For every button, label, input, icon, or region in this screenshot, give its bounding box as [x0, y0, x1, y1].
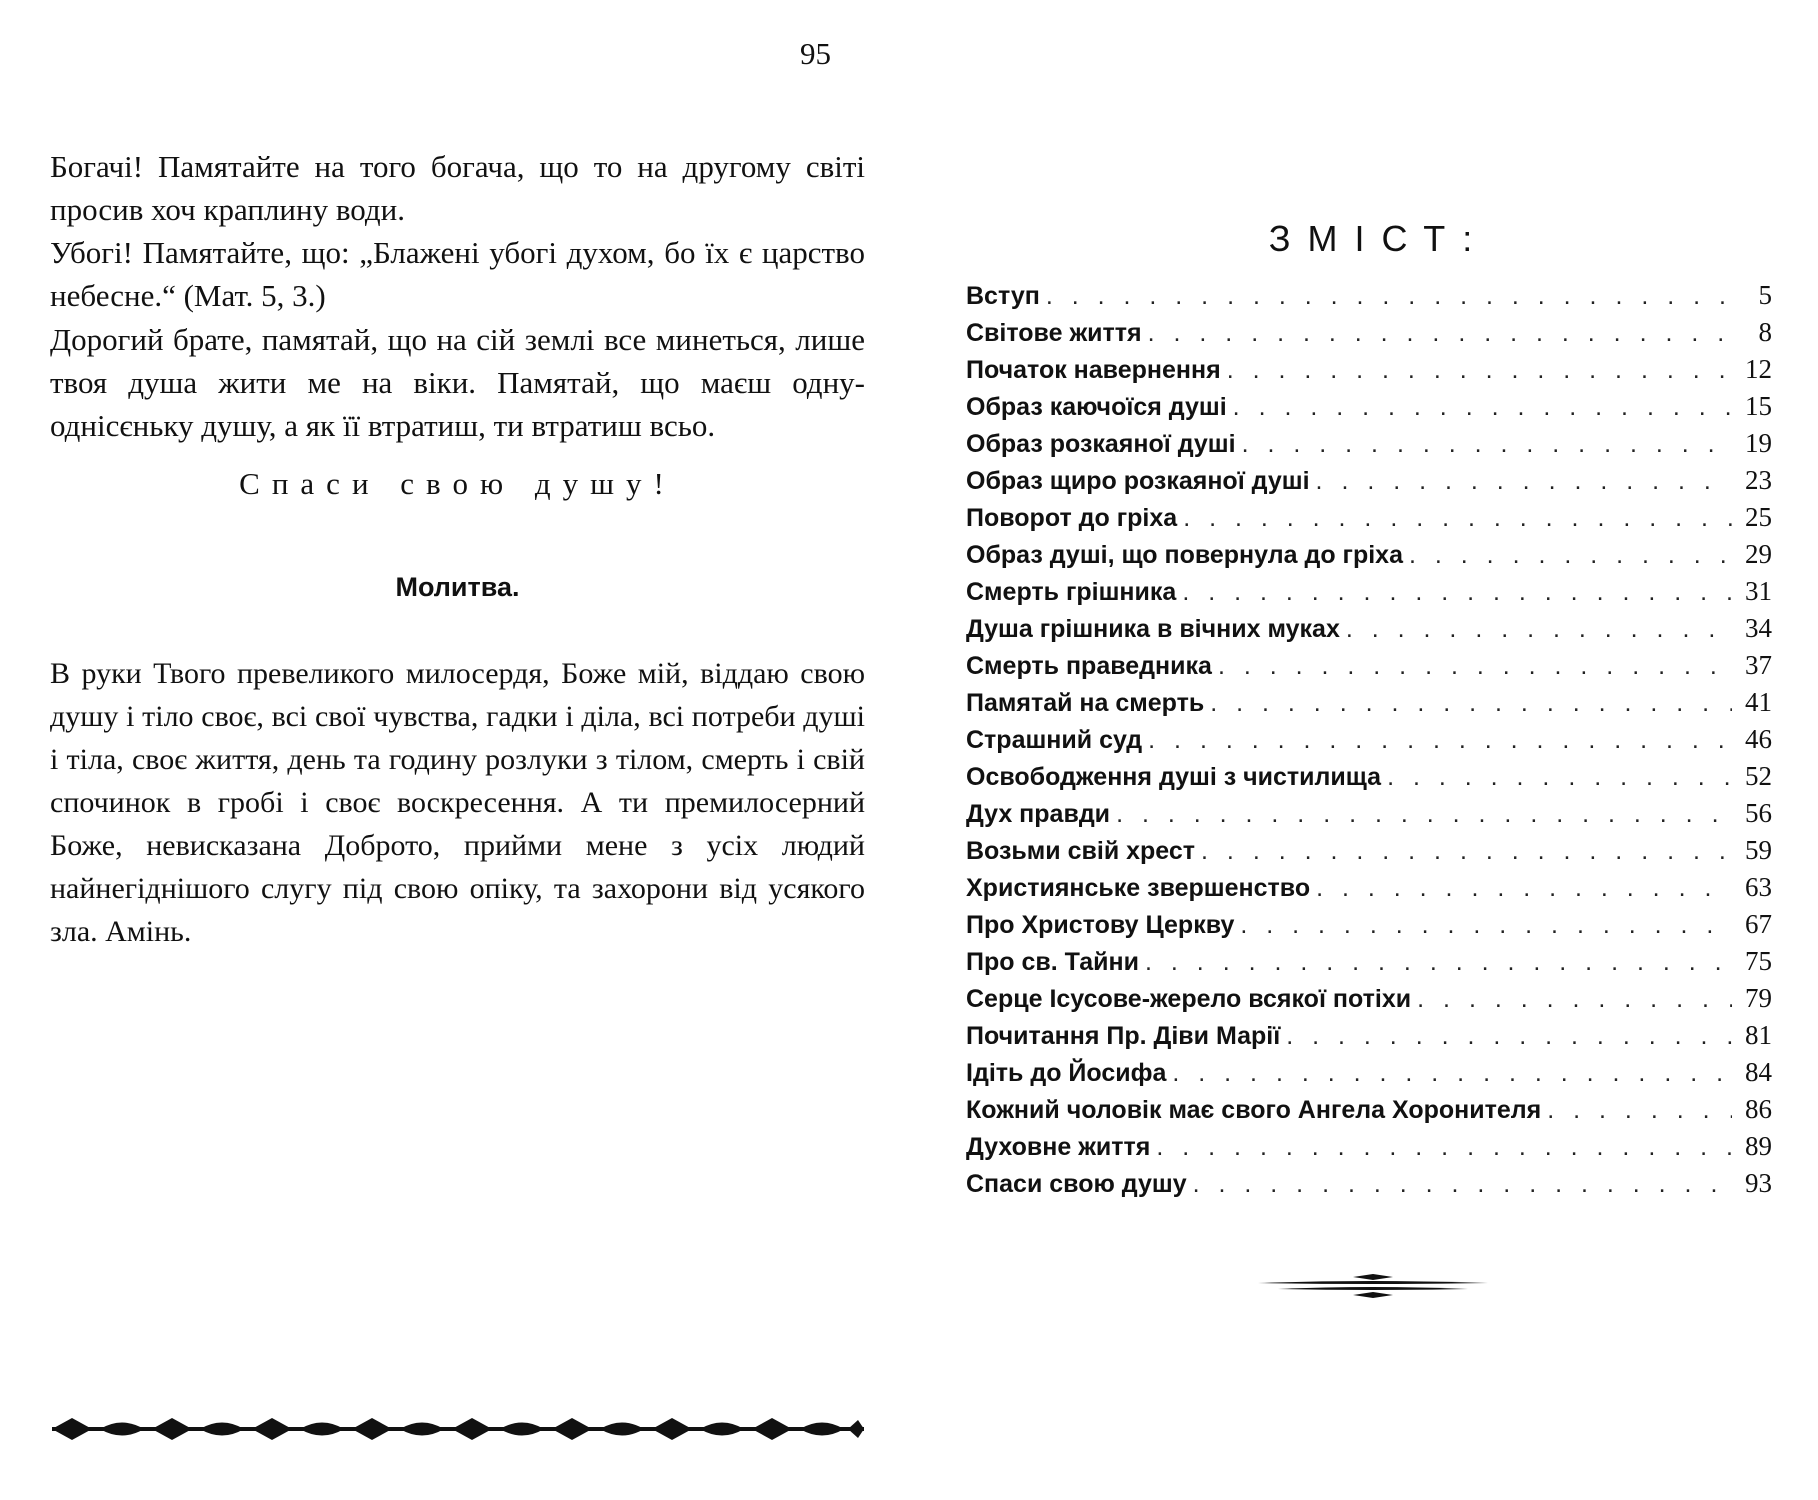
toc-item-page: 34 [1745, 613, 1772, 643]
toc-item-page: 23 [1745, 465, 1772, 495]
toc-item-page: 41 [1745, 687, 1772, 717]
toc-item-label: Образ щиро розкаяної душі [966, 467, 1310, 495]
toc-item-label: Початок навернення [966, 356, 1221, 384]
toc-dot-leader [1387, 759, 1732, 796]
toc-dot-leader [1210, 685, 1732, 722]
toc-dot-leader [1182, 574, 1732, 611]
toc-item [966, 943, 1772, 980]
toc-item [966, 795, 1772, 832]
toc-item-page: 93 [1745, 1168, 1772, 1198]
toc-item-label: Почитання Пр. Діви Марії [966, 1022, 1281, 1050]
toc-item-page: 84 [1745, 1057, 1772, 1087]
toc-title: ЗМІСТ: [1268, 218, 1490, 259]
toc-item-label: Серце Ісусове-жерело всякої потіхи [966, 985, 1412, 1013]
toc-item-label: Кожний чоловік має свого Ангела Хоронителя [966, 1096, 1542, 1124]
toc-item [966, 573, 1772, 610]
toc-item-label: Дух правди [966, 800, 1111, 828]
toc-item-page: 67 [1745, 909, 1772, 939]
toc-item [966, 1165, 1772, 1202]
table-of-contents [966, 277, 1772, 1202]
toc-item [966, 869, 1772, 906]
toc-item-page: 29 [1745, 539, 1772, 569]
toc-item-label: Ідіть до Йосифа [966, 1059, 1167, 1087]
toc-item [966, 462, 1772, 499]
toc-item [966, 832, 1772, 869]
toc-item-label: Памятай на смерть [966, 689, 1205, 717]
toc-item [966, 499, 1772, 536]
toc-dot-leader [1116, 796, 1732, 833]
toc-dot-leader [1201, 833, 1732, 870]
prayer-text: В руки Твого превеликого милосердя, Боже мій, віддаю свою душу і тіло своє, всі свої чувства, гадки і діла, всі потреби душі і тіла, своє життя, день та годину розлуки з тілом, смерть і свій спочинок в гробі і своє воскресення. А ти премилосерний Боже, невисказана Доброто, прийми мене з усіх людий найнегіднішого слугу під свою опіку, та захорони від усякого зла. Амінь. [50, 657, 865, 948]
toc-item-page: 56 [1745, 798, 1772, 828]
toc-dot-leader [1193, 1166, 1732, 1203]
toc-item [966, 536, 1772, 573]
toc-item-page: 15 [1745, 391, 1772, 421]
paragraph: Убогі! Памятайте, що: „Блажені убогі духом, бо їх є царство небесне.“ (Мат. 5, 3.) [50, 235, 865, 313]
toc-item [966, 351, 1772, 388]
toc-item-page: 31 [1745, 576, 1772, 606]
toc-item [966, 425, 1772, 462]
toc-dot-leader [1183, 500, 1732, 537]
page-number: 95 [800, 36, 831, 71]
toc-dot-leader [1233, 389, 1732, 426]
toc-dot-leader [1046, 278, 1732, 315]
toc-item-page: 59 [1745, 835, 1772, 865]
toc-dot-leader [1242, 426, 1732, 463]
toc-item-page: 8 [1758, 317, 1772, 347]
toc-dot-leader [1286, 1018, 1732, 1055]
toc-dot-leader [1148, 315, 1732, 352]
toc-item-page: 79 [1745, 983, 1772, 1013]
toc-item [966, 758, 1772, 795]
toc-item-label: Про св. Тайни [966, 948, 1140, 976]
toc-item-label: Духовне життя [966, 1133, 1151, 1161]
toc-item [966, 610, 1772, 647]
toc-item-label: Вступ [966, 282, 1040, 310]
toc-dot-leader [1145, 944, 1732, 981]
toc-item-page: 37 [1745, 650, 1772, 680]
toc-dot-leader [1409, 537, 1732, 574]
paragraph: Дорогий брате, памятай, що на сій землі все минеться, лише твоя душа жити ме на віки. Памятай, що маєш одну-однісєньку душу, а як її втратиш, ти втратиш всьо. [50, 322, 865, 443]
toc-dot-leader [1346, 611, 1732, 648]
toc-item [966, 277, 1772, 314]
toc-item-label: Спаси свою душу [966, 1170, 1187, 1198]
toc-item [966, 1017, 1772, 1054]
toc-item [966, 980, 1772, 1017]
toc-item-page: 75 [1745, 946, 1772, 976]
toc-item [966, 1128, 1772, 1165]
toc-item [966, 684, 1772, 721]
toc-dot-leader [1218, 648, 1732, 685]
toc-item-page: 63 [1745, 872, 1772, 902]
right-page [940, 0, 1818, 1500]
toc-item-label: Поворот до гріха [966, 504, 1178, 532]
toc-dot-leader [1316, 463, 1732, 500]
toc-dot-leader [1172, 1055, 1732, 1092]
left-page [0, 0, 900, 1500]
toc-item-label: Смерть грішника [966, 578, 1177, 606]
toc-item-page: 81 [1745, 1020, 1772, 1050]
toc-dot-leader [1156, 1129, 1732, 1166]
toc-dot-leader [1316, 870, 1732, 907]
toc-item-page: 19 [1745, 428, 1772, 458]
toc-item-page: 12 [1745, 354, 1772, 384]
toc-item-label: Освободження душі з чистилища [966, 763, 1382, 791]
toc-dot-leader [1417, 981, 1732, 1018]
prayer-title: Молитва. [395, 572, 520, 602]
toc-item-label: Образ душі, що повернула до гріха [966, 541, 1403, 569]
toc-item-label: Возьми свій хрест [966, 837, 1196, 865]
toc-item [966, 314, 1772, 351]
toc-item-label: Душа грішника в вічних муках [966, 615, 1340, 643]
toc-dot-leader [1227, 352, 1732, 389]
toc-item-label: Смерть праведника [966, 652, 1212, 680]
toc-item-page: 52 [1745, 761, 1772, 791]
toc-item [966, 388, 1772, 425]
toc-item-page: 86 [1745, 1094, 1772, 1124]
toc-item-label: Християнське звершенство [966, 874, 1311, 902]
toc-item-page: 25 [1745, 502, 1772, 532]
toc-item [966, 906, 1772, 943]
toc-item-label: Образ розкаяної душі [966, 430, 1236, 458]
toc-item-label: Світове життя [966, 319, 1142, 347]
ornamental-border-icon [52, 1416, 864, 1442]
toc-dot-leader [1148, 722, 1732, 759]
toc-item-label: Про Христову Церкву [966, 911, 1235, 939]
toc-item-label: Страшний суд [966, 726, 1143, 754]
toc-item-page: 89 [1745, 1131, 1772, 1161]
divider-ornament-icon [1258, 1268, 1488, 1300]
toc-dot-leader [1240, 907, 1732, 944]
toc-item-page: 5 [1758, 280, 1772, 310]
exhortation: Спаси свою душу! [239, 466, 676, 501]
toc-item [966, 1091, 1772, 1128]
toc-item [966, 721, 1772, 758]
paragraph: Богачі! Памятайте на того богача, що то на другому світі просив хоч краплину води. [50, 149, 865, 227]
toc-item-label: Образ каючоїся душі [966, 393, 1227, 421]
toc-item [966, 1054, 1772, 1091]
toc-item [966, 647, 1772, 684]
toc-dot-leader [1547, 1092, 1732, 1129]
toc-item-page: 46 [1745, 724, 1772, 754]
